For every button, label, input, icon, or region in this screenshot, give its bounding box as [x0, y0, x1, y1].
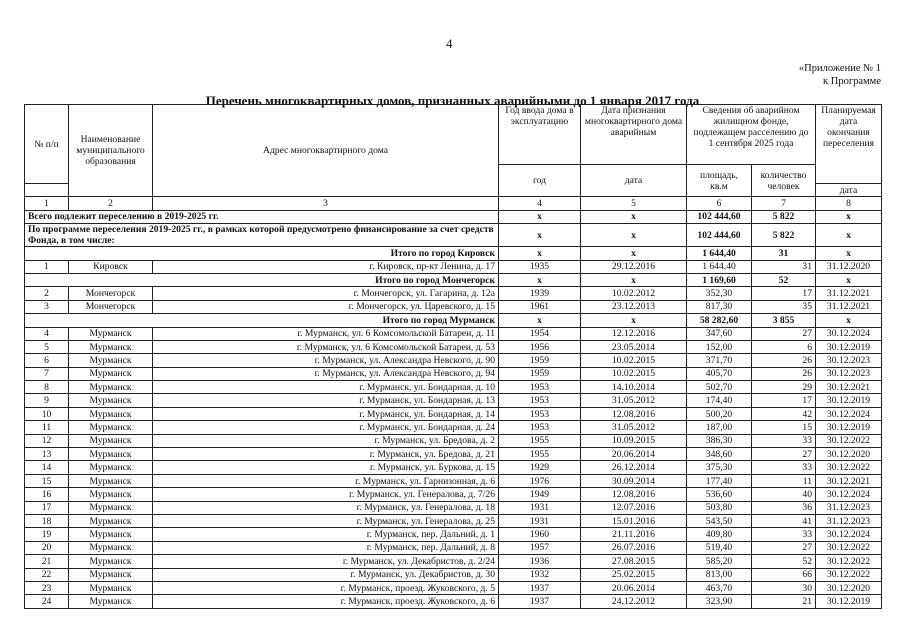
col-number-4: 4: [499, 197, 581, 210]
row-year: 1955: [499, 448, 581, 461]
row-year: 1929: [499, 461, 581, 474]
row-plan-date: 31.12.2020: [816, 260, 882, 273]
row-date: 29.12.2016: [581, 260, 687, 273]
row-year: 1932: [499, 568, 581, 581]
subtotal-area: 58 282,60: [687, 314, 752, 327]
row-date: 14.10.2014: [581, 381, 687, 394]
fund-total-date: x: [581, 224, 687, 247]
row-address: г. Мурманск, проезд. Жуковского, д. 6: [153, 595, 499, 608]
table-row: [25, 501, 882, 514]
row-number: 8: [25, 381, 69, 394]
table-row: [25, 568, 882, 581]
col-number-7: 7: [752, 197, 816, 210]
row-address: г. Мурманск, ул. Декабристов, д. 2/24: [153, 555, 499, 568]
row-date: 31.05.2012: [581, 394, 687, 407]
header-people: количество человек: [752, 165, 816, 197]
row-plan-date: 30.12.2021: [816, 381, 882, 394]
row-plan-date: 30.12.2022: [816, 434, 882, 447]
table-row: [25, 448, 882, 461]
subtotal-label: Итого по город Кировск: [25, 247, 499, 260]
row-number: 21: [25, 555, 69, 568]
row-number: 2: [25, 287, 69, 300]
row-address: г. Мурманск, ул. Генералова, д. 18: [153, 501, 499, 514]
row-number: 22: [25, 568, 69, 581]
housing-table: [24, 104, 882, 609]
header-year: год: [499, 165, 581, 197]
row-year: 1931: [499, 514, 581, 527]
row-year: 1937: [499, 595, 581, 608]
row-plan-date: 30.12.2022: [816, 461, 882, 474]
row-plan-date: 30.12.2024: [816, 327, 882, 340]
row-address: г. Мурманск, ул. Гарнизонная, д. 6: [153, 474, 499, 487]
subtotal-label: Итого по город Мурманск: [25, 314, 499, 327]
row-number: 14: [25, 461, 69, 474]
total-label: Всего подлежит переселению в 2019-2025 гг.: [25, 210, 499, 223]
row-date: 23.12.2013: [581, 300, 687, 313]
row-people: 33: [752, 461, 816, 474]
table-row: [25, 541, 882, 554]
header-municipality: Наименование муниципального образования: [69, 105, 153, 197]
table-row: [25, 488, 882, 501]
total-people: 5 822: [752, 210, 816, 223]
row-municipality: Мурманск: [69, 367, 153, 380]
appendix-line-1: «Приложение № 1: [798, 63, 881, 74]
table-row: [25, 367, 882, 380]
row-year: 1935: [499, 260, 581, 273]
row-number: 15: [25, 474, 69, 487]
row-number: 3: [25, 300, 69, 313]
row-plan-date: 30.12.2023: [816, 367, 882, 380]
fund-total-plan: x: [816, 224, 882, 247]
subtotal-people: 52: [752, 273, 816, 286]
row-people: 27: [752, 541, 816, 554]
row-address: г. Мурманск, ул. Генералова, д. 7/26: [153, 488, 499, 501]
row-municipality: Мурманск: [69, 434, 153, 447]
row-area: 502,70: [687, 381, 752, 394]
row-municipality: Мурманск: [69, 407, 153, 420]
row-date: 10.09.2015: [581, 434, 687, 447]
row-date: 12.12.2016: [581, 327, 687, 340]
row-number: 12: [25, 434, 69, 447]
row-people: 52: [752, 555, 816, 568]
row-municipality: Мурманск: [69, 381, 153, 394]
table-row: [25, 340, 882, 353]
row-number: 11: [25, 421, 69, 434]
table-row: [25, 514, 882, 527]
row-people: 36: [752, 501, 816, 514]
col-number-8: 8: [816, 197, 882, 210]
col-number-5: 5: [581, 197, 687, 210]
row-municipality: Мончегорск: [69, 300, 153, 313]
row-area: 813,00: [687, 568, 752, 581]
row-number: 17: [25, 501, 69, 514]
row-year: 1959: [499, 354, 581, 367]
row-area: 543,50: [687, 514, 752, 527]
row-year: 1953: [499, 381, 581, 394]
row-address: г. Мурманск, ул. Бредова, д. 21: [153, 448, 499, 461]
row-area: 1 644,40: [687, 260, 752, 273]
row-people: 31: [752, 260, 816, 273]
row-people: 42: [752, 407, 816, 420]
row-municipality: Мурманск: [69, 394, 153, 407]
row-address: г. Мурманск, проезд. Жуковского, д. 5: [153, 581, 499, 594]
row-municipality: Мурманск: [69, 327, 153, 340]
row-date: 15.01.2016: [581, 514, 687, 527]
table-row: [25, 354, 882, 367]
subtotal-area: 1 644,40: [687, 247, 752, 260]
row-people: 17: [752, 287, 816, 300]
subtotal-label: Итого по город Мончегорск: [25, 273, 499, 286]
header-date: дата: [581, 165, 687, 197]
row-plan-date: 30.12.2019: [816, 394, 882, 407]
row-plan-date: 31.12.2023: [816, 514, 882, 527]
header-fund-group: Сведения об аварийном жилищном фонде, подлежащем расселению до 1 сентября 2025 года: [687, 105, 816, 165]
total-area: 102 444,60: [687, 210, 752, 223]
row-number: 10: [25, 407, 69, 420]
row-area: 323,90: [687, 595, 752, 608]
row-year: 1956: [499, 340, 581, 353]
header-plan-group: Планируемая дата окончания переселения: [816, 105, 882, 184]
subtotal-area: 1 169,60: [687, 273, 752, 286]
subtotal-row: [25, 314, 882, 327]
row-address: г. Мурманск, ул. Бредова, д. 2: [153, 434, 499, 447]
row-address: г. Мурманск, ул. Бондарная, д. 13: [153, 394, 499, 407]
fund-total-people: 5 822: [752, 224, 816, 247]
row-date: 12.08.2016: [581, 407, 687, 420]
row-people: 26: [752, 354, 816, 367]
header-plan-date: дата: [816, 184, 882, 197]
header-year-group: Год ввода дома в эксплуатацию: [499, 105, 581, 165]
row-area: 409,80: [687, 528, 752, 541]
row-number: 7: [25, 367, 69, 380]
row-area: 375,30: [687, 461, 752, 474]
header-address: Адрес многоквартирного дома: [153, 105, 499, 197]
table-row: [25, 461, 882, 474]
table-row: [25, 595, 882, 608]
row-number: 1: [25, 260, 69, 273]
fund-total-label: По программе переселения 2019-2025 гг., в рамках которой предусмотрено финансирование за счет средств Фонда, в том числе:: [25, 224, 499, 247]
row-plan-date: 30.12.2022: [816, 568, 882, 581]
table-row: [25, 528, 882, 541]
col-number-3: 3: [153, 197, 499, 210]
page-number: 4: [446, 36, 453, 51]
row-year: 1960: [499, 528, 581, 541]
row-date: 30.09.2014: [581, 474, 687, 487]
row-area: 177,40: [687, 474, 752, 487]
row-date: 23.05.2014: [581, 340, 687, 353]
row-plan-date: 30.12.2020: [816, 448, 882, 461]
row-municipality: Мурманск: [69, 568, 153, 581]
row-address: г. Мурманск, ул. 6 Комсомольской Батареи, д. 53: [153, 340, 499, 353]
row-number: 20: [25, 541, 69, 554]
row-date: 21.11.2016: [581, 528, 687, 541]
col-number-2: 2: [69, 197, 153, 210]
row-date: 20.06.2014: [581, 581, 687, 594]
row-people: 11: [752, 474, 816, 487]
row-area: 463,70: [687, 581, 752, 594]
row-area: 500,20: [687, 407, 752, 420]
row-date: 25.02.2015: [581, 568, 687, 581]
row-people: 41: [752, 514, 816, 527]
table-row: [25, 394, 882, 407]
row-people: 66: [752, 568, 816, 581]
subtotal-people: 3 855: [752, 314, 816, 327]
row-address: г. Мончегорск, ул. Гагарина, д. 12а: [153, 287, 499, 300]
row-number: 18: [25, 514, 69, 527]
row-number: 4: [25, 327, 69, 340]
table-row: [25, 381, 882, 394]
row-plan-date: 30.12.2024: [816, 488, 882, 501]
row-municipality: Мурманск: [69, 528, 153, 541]
row-area: 536,60: [687, 488, 752, 501]
row-people: 35: [752, 300, 816, 313]
total-plan: x: [816, 210, 882, 223]
row-area: 347,60: [687, 327, 752, 340]
subtotal-plan: x: [816, 273, 882, 286]
row-year: 1957: [499, 541, 581, 554]
row-plan-date: 30.12.2022: [816, 555, 882, 568]
row-year: 1976: [499, 474, 581, 487]
subtotal-date: x: [581, 247, 687, 260]
row-address: г. Мурманск, ул. Декабристов, д. 30: [153, 568, 499, 581]
row-date: 10.02.2015: [581, 354, 687, 367]
total-date: x: [581, 210, 687, 223]
row-municipality: Мурманск: [69, 555, 153, 568]
row-area: 352,30: [687, 287, 752, 300]
row-date: 26.12.2014: [581, 461, 687, 474]
row-year: 1954: [499, 327, 581, 340]
row-address: г. Мурманск, ул. 6 Комсомольской Батареи, д. 11: [153, 327, 499, 340]
subtotal-date: x: [581, 314, 687, 327]
subtotal-plan: x: [816, 314, 882, 327]
total-row: [25, 210, 882, 223]
row-plan-date: 30.12.2019: [816, 340, 882, 353]
row-year: 1955: [499, 434, 581, 447]
row-municipality: Мурманск: [69, 501, 153, 514]
row-address: г. Мурманск, ул. Бондарная, д. 14: [153, 407, 499, 420]
row-people: 33: [752, 528, 816, 541]
row-year: 1953: [499, 394, 581, 407]
row-number: 13: [25, 448, 69, 461]
row-address: г. Мурманск, ул. Буркова, д. 15: [153, 461, 499, 474]
header-num-spacer: [25, 184, 69, 197]
row-year: 1949: [499, 488, 581, 501]
fund-total-area: 102 444,60: [687, 224, 752, 247]
row-plan-date: 30.12.2019: [816, 421, 882, 434]
row-area: 585,20: [687, 555, 752, 568]
subtotal-plan: x: [816, 247, 882, 260]
row-plan-date: 31.12.2023: [816, 501, 882, 514]
row-people: 30: [752, 581, 816, 594]
row-people: 27: [752, 327, 816, 340]
row-plan-date: 30.12.2020: [816, 581, 882, 594]
header-num: № п/п: [25, 105, 69, 184]
subtotal-row: [25, 247, 882, 260]
row-municipality: Мурманск: [69, 448, 153, 461]
table-row: [25, 421, 882, 434]
row-address: г. Мурманск, ул. Бондарная, д. 10: [153, 381, 499, 394]
table-row: [25, 300, 882, 313]
row-date: 20.06.2014: [581, 448, 687, 461]
row-area: 817,30: [687, 300, 752, 313]
subtotal-date: x: [581, 273, 687, 286]
row-people: 29: [752, 381, 816, 394]
row-people: 21: [752, 595, 816, 608]
row-address: г. Мурманск, ул. Генералова, д. 25: [153, 514, 499, 527]
row-municipality: Кировск: [69, 260, 153, 273]
table-row: [25, 474, 882, 487]
row-municipality: Мурманск: [69, 581, 153, 594]
header-area: площадь, кв.м: [687, 165, 752, 197]
row-area: 187,00: [687, 421, 752, 434]
row-date: 31.05.2012: [581, 421, 687, 434]
row-plan-date: 30.12.2019: [816, 595, 882, 608]
row-number: 19: [25, 528, 69, 541]
subtotal-year: x: [499, 314, 581, 327]
row-people: 26: [752, 367, 816, 380]
row-area: 152,00: [687, 340, 752, 353]
row-number: 16: [25, 488, 69, 501]
row-plan-date: 30.12.2024: [816, 407, 882, 420]
table-row: [25, 260, 882, 273]
row-plan-date: 30.12.2024: [816, 528, 882, 541]
row-people: 17: [752, 394, 816, 407]
row-people: 33: [752, 434, 816, 447]
row-year: 1961: [499, 300, 581, 313]
table-row: [25, 407, 882, 420]
col-number-6: 6: [687, 197, 752, 210]
row-municipality: Мурманск: [69, 340, 153, 353]
row-address: г. Мончегорск, ул. Царевского, д. 15: [153, 300, 499, 313]
table-row: [25, 581, 882, 594]
row-year: 1959: [499, 367, 581, 380]
row-year: 1953: [499, 421, 581, 434]
table-row: [25, 434, 882, 447]
row-address: г. Мурманск, пер. Дальний, д. 1: [153, 528, 499, 541]
row-year: 1931: [499, 501, 581, 514]
row-date: 27.08.2015: [581, 555, 687, 568]
table-row: [25, 555, 882, 568]
total-year: x: [499, 210, 581, 223]
row-municipality: Мурманск: [69, 488, 153, 501]
row-plan-date: 30.12.2023: [816, 354, 882, 367]
row-address: г. Мурманск, пер. Дальний, д. 8: [153, 541, 499, 554]
subtotal-year: x: [499, 247, 581, 260]
fund-total-row: [25, 224, 882, 247]
subtotal-people: 31: [752, 247, 816, 260]
row-municipality: Мурманск: [69, 421, 153, 434]
row-year: 1939: [499, 287, 581, 300]
row-date: 12.08.2016: [581, 488, 687, 501]
subtotal-row: [25, 273, 882, 286]
row-plan-date: 31.12.2021: [816, 287, 882, 300]
row-people: 6: [752, 340, 816, 353]
row-number: 6: [25, 354, 69, 367]
row-area: 519,40: [687, 541, 752, 554]
page-title: Перечень многоквартирных домов, признанных аварийными до 1 января 2017 года: [205, 93, 700, 108]
subtotal-year: x: [499, 273, 581, 286]
col-number-1: 1: [25, 197, 69, 210]
row-people: 40: [752, 488, 816, 501]
row-area: 348,60: [687, 448, 752, 461]
row-municipality: Мурманск: [69, 595, 153, 608]
row-address: г. Кировск, пр-кт Ленина, д. 17: [153, 260, 499, 273]
row-number: 9: [25, 394, 69, 407]
row-number: 23: [25, 581, 69, 594]
row-area: 386,30: [687, 434, 752, 447]
row-date: 10.02.2012: [581, 287, 687, 300]
row-plan-date: 30.12.2022: [816, 541, 882, 554]
row-number: 24: [25, 595, 69, 608]
row-municipality: Мончегорск: [69, 287, 153, 300]
row-area: 405,70: [687, 367, 752, 380]
row-date: 10.02.2015: [581, 367, 687, 380]
row-number: 5: [25, 340, 69, 353]
row-date: 26.07.2016: [581, 541, 687, 554]
row-address: г. Мурманск, ул. Бондарная, д. 24: [153, 421, 499, 434]
table-row: [25, 287, 882, 300]
row-address: г. Мурманск, ул. Александра Невского, д. 90: [153, 354, 499, 367]
row-municipality: Мурманск: [69, 514, 153, 527]
row-municipality: Мурманск: [69, 354, 153, 367]
row-area: 503,80: [687, 501, 752, 514]
row-people: 27: [752, 448, 816, 461]
header-date-group: Дата признания многоквартирного дома аварийным: [581, 105, 687, 165]
row-year: 1937: [499, 581, 581, 594]
row-date: 24.12.2012: [581, 595, 687, 608]
row-municipality: Мурманск: [69, 541, 153, 554]
row-area: 371,70: [687, 354, 752, 367]
row-area: 174,40: [687, 394, 752, 407]
row-municipality: Мурманск: [69, 461, 153, 474]
row-address: г. Мурманск, ул. Александра Невского, д. 94: [153, 367, 499, 380]
row-plan-date: 31.12.2021: [816, 300, 882, 313]
row-year: 1953: [499, 407, 581, 420]
fund-total-year: x: [499, 224, 581, 247]
row-year: 1936: [499, 555, 581, 568]
table-row: [25, 327, 882, 340]
row-municipality: Мурманск: [69, 474, 153, 487]
row-plan-date: 30.12.2021: [816, 474, 882, 487]
row-date: 12.07.2016: [581, 501, 687, 514]
appendix-line-2: к Программе: [823, 76, 881, 87]
appendix-note: [799, 62, 881, 88]
row-people: 15: [752, 421, 816, 434]
